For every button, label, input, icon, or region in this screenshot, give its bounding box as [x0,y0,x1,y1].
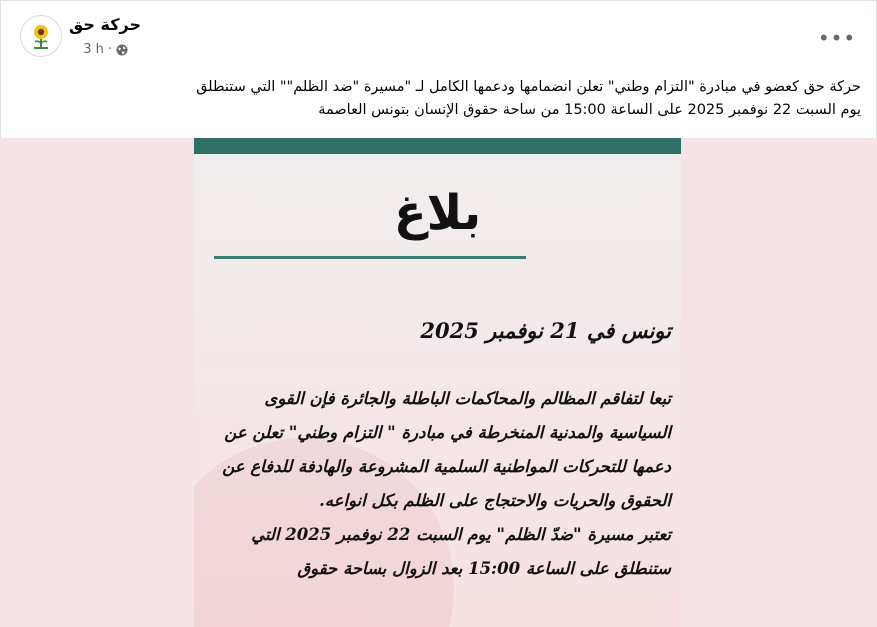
document-paragraph-1: تبعا لتفاقم المظالم والمحاكمات الباطلة والجائرة فإن القوى السياسية والمدنية المنخرطة في مبادرة " التزام وطني" تعلن عن دعمها للتحركات المواطنية السلمية المشروعة والهادفة للدفاع عن الحقوق والحريات والاحتجاج على الظلم بكل انواعه. [222,389,671,510]
sunflower-logo-icon [26,21,56,51]
more-options-button[interactable]: ••• [817,26,857,50]
avatar[interactable] [20,15,62,57]
document-date: تونس في 21 نوفمبر 2025 [420,318,671,343]
post-timestamp[interactable]: 3 h [83,42,104,57]
post-image[interactable] [0,138,877,627]
post-meta [83,42,128,57]
post-caption [16,76,861,122]
post-header [0,0,877,70]
caption-line-2: يوم السبت 22 نوفمبر 2025 على الساعة 15:00 من ساحة حقوق الإنسان بتونس العاصمة [318,102,861,118]
document-top-bar [194,138,681,154]
document-body [201,382,671,586]
announcement-document [194,138,681,627]
title-underline [214,256,526,259]
page-name-link[interactable]: حركة حق [68,15,141,34]
document-paragraph-2: تعتبر مسيرة "ضدّ الظلم" يوم السبت 22 نوفمبر 2025 التي ستنطلق على الساعة 15:00 بعد الزوال بساحة حقوق [251,525,671,578]
globe-icon [116,44,128,56]
caption-line-1: حركة حق كعضو في مبادرة "التزام وطني" تعلن انضمامها ودعمها الكامل لـ "مسيرة "ضد الظلم"" التي ستنطلق [196,79,861,95]
document-title: بلاغ [393,185,482,241]
meta-separator: · [107,42,112,57]
